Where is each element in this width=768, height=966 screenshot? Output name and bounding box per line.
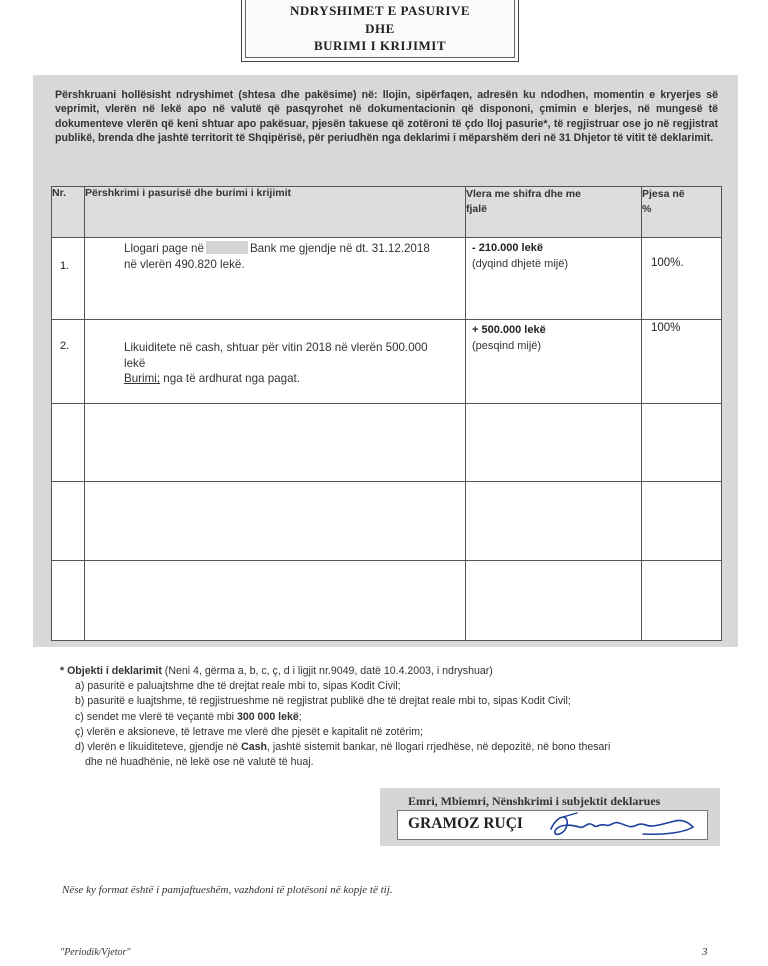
row1-share: 100%. — [642, 238, 722, 320]
note-c: c) sendet me vlerë të veçantë mbi 300 000 lekë; — [75, 710, 302, 723]
note-cc: ç) vlerën e aksioneve, të letrave me vlerë dhe pjesët e kapitalit në zotërim; — [75, 725, 424, 738]
table-header-row — [52, 187, 722, 238]
header-share-line1: Pjesa në — [642, 188, 685, 200]
title-line-1: NDRYSHIMET E PASURIVE — [289, 3, 471, 18]
row2-nr: 2. — [52, 320, 85, 404]
row2-description — [85, 320, 466, 404]
row2-value-words: (pesqind mijë) — [472, 340, 542, 352]
header-share-line2: % — [642, 203, 652, 215]
table-row — [52, 320, 722, 404]
header-description: Përshkrimi i pasurisë dhe burimi i krijimit — [85, 187, 466, 238]
signature-box — [380, 788, 720, 846]
page-number: 3 — [702, 946, 708, 958]
row1-value — [466, 238, 642, 320]
row1-value-words: (dyqind dhjetë mijë) — [472, 258, 568, 270]
continuation-note: Nëse ky format është i pamjaftueshëm, vazhdoni të plotësoni në kopje të tij. — [62, 884, 393, 896]
declarant-name: GRAMOZ RUÇI — [408, 815, 523, 832]
row2-share: 100% — [642, 320, 722, 404]
signature-field — [397, 810, 708, 840]
table-row — [52, 561, 722, 641]
header-value-line1: Vlera me shifra dhe me — [466, 188, 581, 200]
row1-desc-a: Llogari page në — [124, 242, 204, 255]
header-nr: Nr. — [52, 187, 85, 238]
table-row — [52, 404, 722, 482]
notes-heading-ref: (Neni 4, gërma a, b, c, ç, d i ligjit nr.9049, datë 10.4.2003, i ndryshuar) — [161, 665, 493, 677]
row2-desc-a: Likuiditete në cash, shtuar për vitin 2018 në vlerën 500.000 — [124, 341, 428, 354]
period-label: "Periodik/Vjetor" — [60, 947, 131, 958]
declaration-notes — [60, 664, 740, 770]
row2-value-number: + 500.000 lekë — [472, 324, 546, 336]
table-row — [52, 482, 722, 561]
row2-value — [466, 320, 642, 404]
row1-desc-c: në vlerën 490.820 lekë. — [124, 257, 245, 271]
header-share — [642, 187, 722, 238]
handwritten-signature — [543, 807, 703, 843]
header-value — [466, 187, 642, 238]
instructions-text: Përshkruani hollësisht ndryshimet (shtesa dhe pakësime) në: llojin, sipërfaqen, adresën ku ndodhen, momentin e kryerjes së veprimit, vlerën në lekë apo në valutë që pasqyrohet në dokumentacionin që dispononi, çmimin e blerjes, në mungesë të dokumenteve vlerën që keni shtuar apo pakësuar, pjesën takuese që zotëroni të çdo lloj pasurie*, të regjistruar ose jo në regjistrat publikë, brenda dhe jashtë territorit të Shqipërisë, për periudhën nga deklarimi i mëparshëm deri në 31 Dhjetor të vitit të deklarimit. — [55, 89, 718, 144]
redaction-box — [206, 241, 248, 254]
row1-nr: 1. — [52, 238, 85, 320]
title-box — [241, 0, 519, 62]
title-line-2: DHE — [365, 21, 395, 36]
row2-desc-b: lekë — [124, 356, 146, 370]
note-d: d) vlerën e likuiditeteve, gjendje në Cash, jashtë sistemit bankar, në llogari rrjedhëse, në depozitë, në bono thesari — [75, 741, 611, 754]
title-line-3: BURIMI I KRIJIMIT — [313, 38, 446, 53]
note-d-line2: dhe në huadhënie, në lekë ose në valutë të huaj. — [85, 756, 314, 769]
row1-description — [85, 238, 466, 320]
assets-table — [51, 186, 722, 641]
header-value-line2: fjalë — [466, 203, 488, 215]
row2-source-text: nga të ardhurat nga pagat. — [160, 372, 300, 385]
row1-desc-b: Bank me gjendje në dt. 31.12.2018 — [249, 242, 430, 255]
table-row — [52, 238, 722, 320]
note-a: a) pasuritë e paluajtshme dhe të drejtat reale mbi to, sipas Kodit Civil; — [75, 680, 401, 693]
row2-source-label: Burimi; — [124, 372, 161, 385]
signature-label: Emri, Mbiemri, Nënshkrimi i subjektit deklarues — [408, 794, 661, 808]
note-b: b) pasuritë e luajtshme, të regjistrueshme në regjistrat publikë dhe të drejtat reale mbi to, sipas Kodit Civil; — [75, 695, 571, 708]
row1-value-number: - 210.000 lekë — [472, 242, 543, 254]
notes-heading: * Objekti i deklarimit — [60, 665, 162, 677]
